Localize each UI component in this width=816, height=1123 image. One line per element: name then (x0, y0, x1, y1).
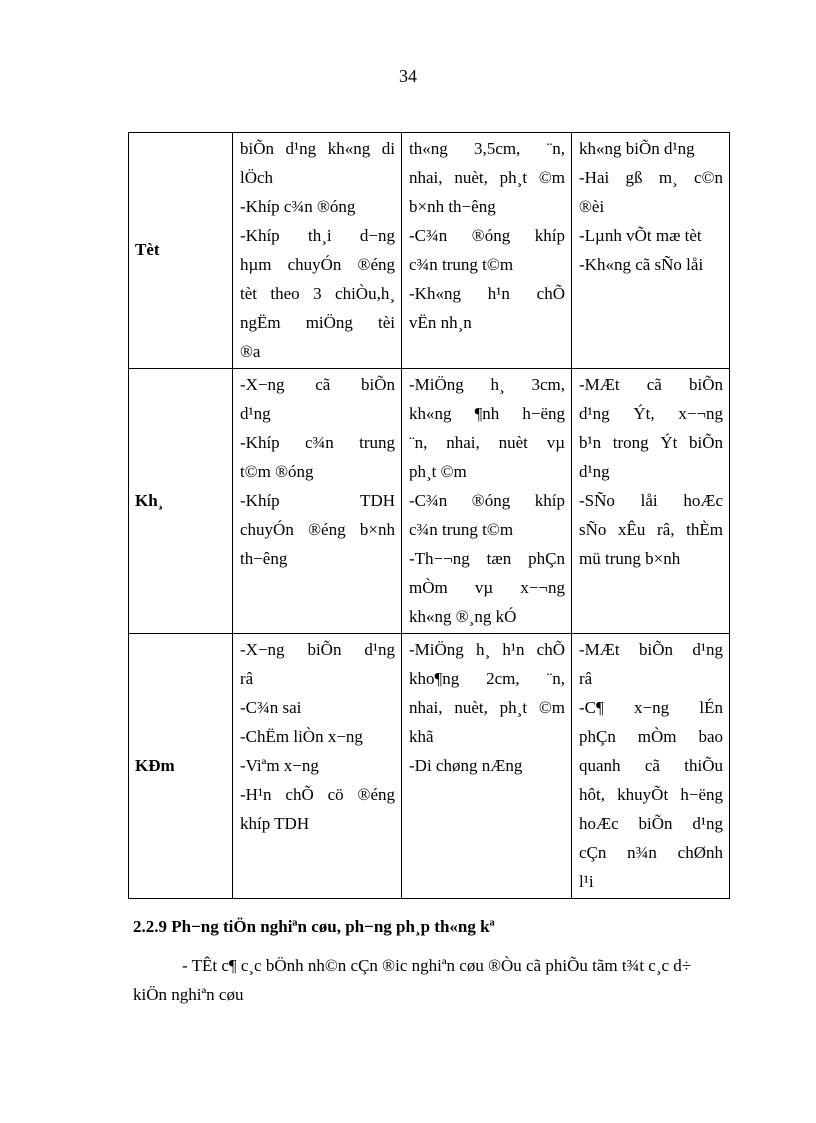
cell-line: -X−ng cã biÕn (240, 375, 395, 394)
table-cell (233, 369, 402, 634)
cell-line: -Khíp c¾n ®óng (240, 197, 356, 216)
cell-line: quanh cã thiÕu (579, 756, 723, 775)
cell-line: -SÑo låi hoÆc (579, 491, 723, 510)
cell-line: d¹ng (240, 404, 271, 423)
cell-line: ph¸t ©m (409, 462, 467, 481)
cell-line: nhai, nuèt, ph¸t ©m (409, 698, 565, 717)
cell-line: râ (240, 669, 254, 688)
table-cell (572, 369, 730, 634)
cell-line: kh«ng ¶nh h−ëng (409, 404, 565, 423)
cell-line: -Kh«ng cã sÑo låi (579, 255, 704, 274)
cell-line: l¹i (579, 872, 594, 891)
cell-line: b¹n trong Ýt biÕn (579, 433, 723, 452)
cell-line: chuyÓn ®éng b×nh (240, 520, 395, 539)
cell-line: -Khíp th¸i d−ng (240, 226, 395, 245)
cell-line: -MiÖng h¸ h¹n chÕ (409, 640, 565, 659)
cell-line: ®a (240, 342, 261, 361)
table-cell (572, 634, 730, 899)
row-header: Kh¸ (129, 369, 233, 634)
cell-line: t©m ®óng (240, 462, 314, 481)
table-row (129, 369, 730, 634)
cell-line: c¾n trung t©m (409, 255, 514, 274)
row-header: Tèt (129, 133, 233, 369)
table-cell (402, 133, 572, 369)
table-cell (402, 369, 572, 634)
cell-line: -X−ng biÕn d¹ng (240, 640, 395, 659)
cell-line: d¹ng Ýt, x−¬ng (579, 404, 723, 423)
cell-line: -C¾n ®óng khíp (409, 491, 565, 510)
section-heading: 2.2.9 Ph−ng tiÖn nghiªn cøu, ph−ng ph¸p th«ng kª (133, 917, 495, 936)
cell-line: -H¹n chÕ cö ®éng (240, 785, 395, 804)
cell-line: khã (409, 727, 434, 746)
table-cell (233, 133, 402, 369)
cell-line: th−êng (240, 549, 288, 568)
cell-line: hôt, khuyÕt h−ëng (579, 785, 723, 804)
cell-line: -MÆt biÕn d¹ng (579, 640, 723, 659)
cell-line: -Viªm x−ng (240, 756, 319, 775)
cell-line: râ (579, 669, 593, 688)
cell-line: -ChËm liÒn x−ng (240, 727, 363, 746)
cell-line: sÑo xÊu râ, thÈm (579, 520, 723, 539)
cell-line: ngËm miÖng tèi (240, 313, 395, 332)
table-cell (572, 133, 730, 369)
cell-line: kh«ng ®¸ng kÓ (409, 607, 517, 626)
cell-line: hoÆc biÕn d¹ng (579, 814, 723, 833)
cell-line: biÕn d¹ng kh«ng di (240, 139, 395, 158)
cell-line: -MÆt cã biÕn (579, 375, 723, 394)
cell-line: phÇn mÒm bao (579, 727, 723, 746)
cell-line: kho¶ng 2cm, ¨n, (409, 669, 565, 688)
cell-line: -MiÖng h¸ 3cm, (409, 375, 565, 394)
cell-line: ¨n, nhai, nuèt vµ (409, 433, 565, 452)
cell-line: -C¾n ®óng khíp (409, 226, 565, 245)
table-cell (402, 634, 572, 899)
cell-line: -Lµnh vÕt mæ tèt (579, 226, 702, 245)
cell-line: ®èi (579, 197, 605, 216)
cell-line: lÖch (240, 168, 274, 187)
cell-line: b×nh th−êng (409, 197, 496, 216)
results-table (128, 132, 730, 899)
cell-line: mÒm vµ x−¬ng (409, 578, 565, 597)
cell-line: hµm chuyÓn ®éng (240, 255, 395, 274)
cell-line: -Kh«ng h¹n chÕ (409, 284, 565, 303)
cell-line: nhai, nuèt, ph¸t ©m (409, 168, 565, 187)
page-number: 34 (399, 66, 417, 86)
cell-line: -C¶ x−ng lÉn (579, 698, 723, 717)
cell-line: -Khíp TDH (240, 491, 395, 510)
cell-line: kh«ng biÕn d¹ng (579, 139, 695, 158)
cell-line: -C¾n sai (240, 698, 302, 717)
cell-line: -Di chøng nÆng (409, 756, 523, 775)
cell-line: -Hai gß m¸ c©n (579, 168, 723, 187)
cell-line: cÇn n¾n chØnh (579, 843, 723, 862)
cell-line: d¹ng (579, 462, 610, 481)
cell-line: th«ng 3,5cm, ¨n, (409, 139, 565, 158)
cell-line: mü trung b×nh (579, 549, 681, 568)
table-row (129, 133, 730, 369)
table-cell (233, 634, 402, 899)
cell-line: khíp TDH (240, 814, 310, 833)
cell-line: -Th−¬ng tæn phÇn (409, 549, 565, 568)
cell-line: c¾n trung t©m (409, 520, 514, 539)
cell-line: tèt theo 3 chiÒu,h¸ (240, 284, 395, 303)
cell-line: vËn nh¸n (409, 313, 472, 332)
table-row (129, 634, 730, 899)
body-paragraph: - TÊt c¶ c¸c bÖnh nh©n cÇn ®ic nghiªn cøu ®Òu cã phiÕu tãm t¾t c¸c d÷ kiÖn nghiªn cøu (133, 956, 692, 1004)
row-header: KÐm (129, 634, 233, 899)
cell-line: -Khíp c¾n trung (240, 433, 395, 452)
